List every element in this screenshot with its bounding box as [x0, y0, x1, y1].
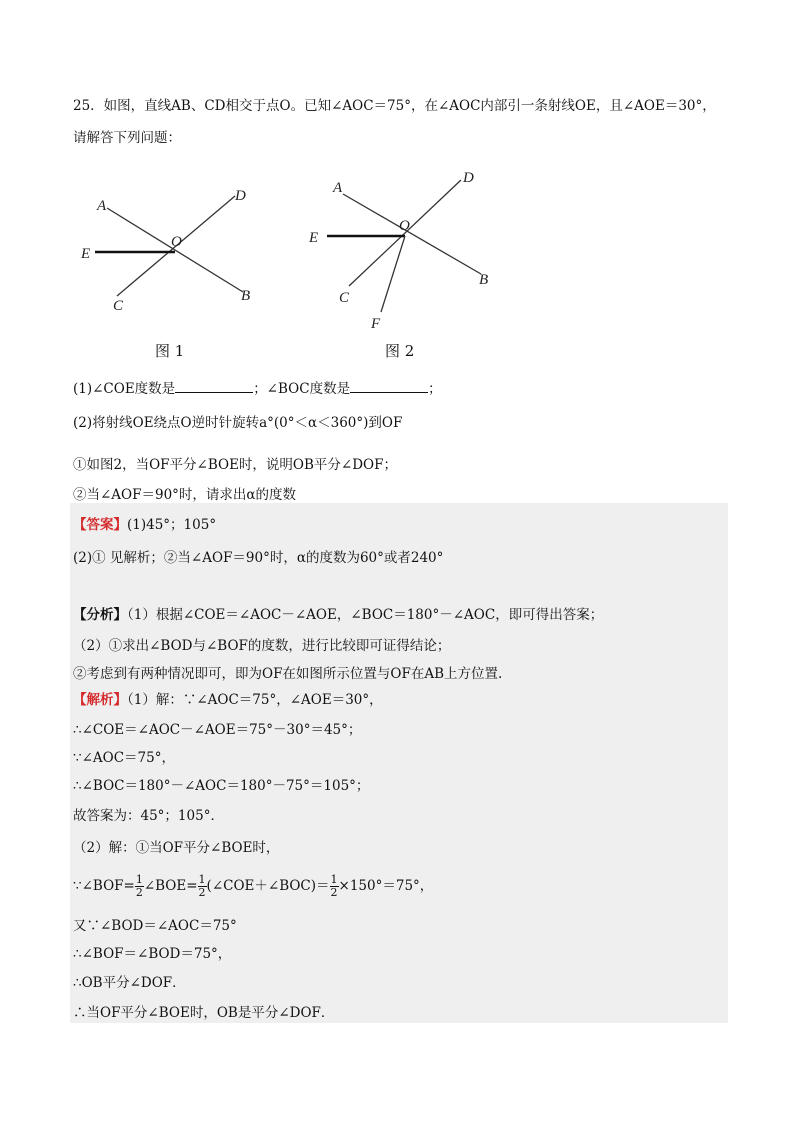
question-2-sub-1: ①如图2，当OF平分∠BOE时，说明OB平分∠DOF； [73, 457, 397, 473]
question-1-part-b: ；∠BOC度数是 [253, 381, 351, 397]
solution-line-10: ∴OB平分∠DOF． [73, 975, 186, 991]
problem-stem-line2: 请解答下列问题： [73, 130, 181, 146]
frac-den: 2 [198, 886, 206, 899]
answer-line-1 [73, 515, 216, 535]
solution-line-3: ∵∠AOC＝75°， [73, 750, 175, 766]
solution-7-part-b: ∠BOE= [143, 878, 198, 894]
analysis-tag: 【分析】 [73, 607, 127, 623]
fig1-line-ab [107, 208, 243, 292]
fraction-half-2 [198, 874, 207, 899]
question-1 [73, 378, 442, 399]
question-2: (2)将射线OE绕点O逆时针旋转a°(0°＜α＜360°)到OF [73, 415, 403, 431]
answer-tag: 【答案】 [73, 517, 127, 533]
fig2-label-a: A [333, 180, 343, 196]
analysis-line-3: ②考虑到有两种情况即可，即为OF在如图所示位置与OF在AB上方位置. [73, 666, 503, 682]
frac-num: 1 [330, 873, 338, 886]
solution-line-4: ∴∠BOC＝180°－∠AOC＝180°－75°＝105°； [73, 778, 370, 794]
fraction-half-3 [330, 874, 339, 899]
fig2-line-ab [343, 194, 481, 274]
answer-blank-1[interactable] [175, 378, 253, 393]
solution-line-5: 故答案为：45°；105°． [73, 808, 224, 824]
frac-den: 2 [135, 886, 143, 899]
question-2-sub-2: ②当∠AOF＝90°时，请求出α的度数 [73, 487, 297, 503]
fig1-label-c: C [113, 298, 124, 314]
fig2-label-o: O [399, 218, 410, 234]
solution-line-2: ∴∠COE＝∠AOC－∠AOE＝75°－30°＝45°； [73, 722, 362, 738]
fig2-label-d: D [463, 170, 474, 186]
solution-line-11: ∴当OF平分∠BOE时，OB是平分∠DOF． [73, 1005, 335, 1021]
answer-text-1: (1)45°；105° [127, 517, 217, 533]
frac-den: 2 [330, 886, 338, 899]
analysis-line-2: （2）①求出∠BOD与∠BOF的度数，进行比较即可证得结论； [73, 638, 451, 654]
frac-num: 1 [135, 873, 143, 886]
solution-line-9: ∴∠BOF＝∠BOD＝75°， [73, 946, 232, 962]
solution-text-1: （1）解：∵∠AOC＝75°，∠AOE＝30°， [127, 692, 383, 708]
figure-1 [75, 180, 275, 320]
solution-line-6: （2）解：①当OF平分∠BOE时， [73, 840, 280, 856]
figure-1-caption: 图 1 [155, 342, 185, 360]
fig2-ray-of [381, 236, 405, 312]
solution-7-part-d: ×150°＝75°， [338, 878, 434, 894]
question-1-part-c: ； [428, 381, 442, 397]
figure-2 [305, 170, 505, 340]
fig2-label-c: C [339, 290, 350, 306]
solution-line-7 [73, 872, 433, 900]
analysis-line-1 [73, 605, 603, 625]
fig1-label-e: E [81, 246, 91, 262]
solution-7-part-a: ∵∠BOF= [73, 878, 135, 894]
fig1-label-b: B [241, 288, 251, 304]
fig2-label-e: E [309, 230, 319, 246]
problem-stem-line1: 25．如图，直线AB、CD相交于点O。已知∠AOC＝75°，在∠AOC内部引一条射线OE，且∠AOE＝30°， [73, 98, 716, 114]
solution-line-8: 又∵∠BOD＝∠AOC＝75° [73, 918, 237, 934]
fig2-label-f: F [371, 316, 381, 332]
fig1-label-a: A [97, 198, 107, 214]
figure-2-caption: 图 2 [385, 342, 415, 360]
solution-line-1 [73, 690, 383, 710]
fig2-label-b: B [479, 272, 489, 288]
solution-7-part-c: (∠COE＋∠BOC)＝ [206, 878, 330, 894]
answer-blank-2[interactable] [350, 378, 428, 393]
analysis-text-1: （1）根据∠COE＝∠AOC－∠AOE，∠BOC＝180°－∠AOC，即可得出答案； [127, 607, 604, 623]
fraction-half-1 [135, 874, 144, 899]
frac-num: 1 [198, 873, 206, 886]
fig1-label-d: D [235, 188, 246, 204]
solution-tag: 【解析】 [73, 692, 127, 708]
question-1-part-a: (1)∠COE度数是 [73, 381, 176, 397]
fig1-label-o: O [171, 234, 182, 250]
answer-line-2: (2)① 见解析；②当∠AOF＝90°时，α的度数为60°或者240° [73, 550, 444, 566]
